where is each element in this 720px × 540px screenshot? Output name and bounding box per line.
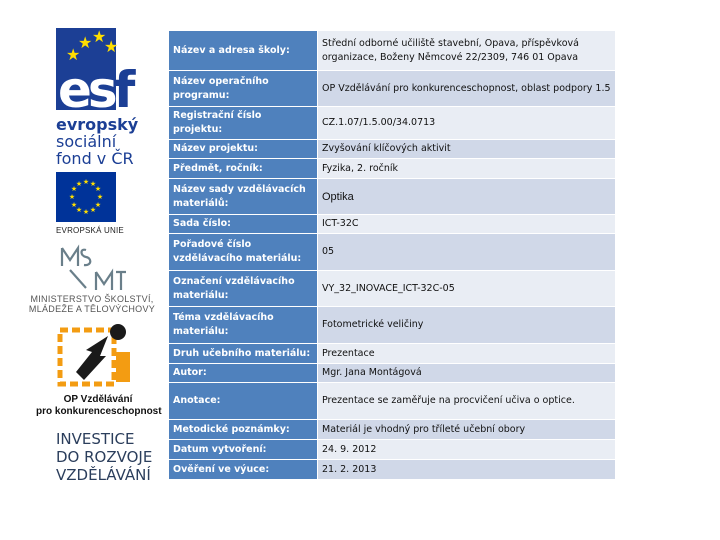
msmt-logo (22, 244, 162, 314)
esf-caption (56, 116, 140, 167)
project-info-table (168, 30, 616, 480)
svg-text:★: ★ (75, 180, 83, 188)
row-value: CZ.1.07/1.5.00/34.0713 (318, 107, 616, 140)
row-label: Datum vytvoření: (169, 440, 318, 460)
row-value: Prezentace se zaměřuje na procvičení učiva o optice. (318, 383, 616, 420)
table-row (169, 234, 616, 271)
investice-slogan (56, 430, 152, 484)
row-label: Autor: (169, 364, 318, 383)
table-row (169, 159, 616, 179)
msmt-mark-icon (56, 244, 126, 294)
table-row (169, 440, 616, 460)
table-row (169, 107, 616, 140)
row-label: Registrační číslo projektu: (169, 107, 318, 140)
eu-caption: EVROPSKÁ UNIE (56, 226, 124, 235)
row-value: Mgr. Jana Montágová (318, 364, 616, 383)
msmt-caption-line: MLÁDEŽE A TĚLOVÝCHOVY (28, 304, 156, 314)
table-row (169, 420, 616, 440)
table-row (169, 215, 616, 234)
row-label: Označení vzdělávacího materiálu: (169, 271, 318, 307)
eu-logo (56, 172, 124, 235)
table-row (169, 307, 616, 344)
esf-caption-line: evropský (56, 115, 139, 134)
logo-column (0, 0, 160, 540)
slogan-line: DO ROZVOJE (56, 448, 153, 466)
row-label: Ověření ve výuce: (169, 460, 318, 480)
row-label: Název sady vzdělávacích materiálů: (169, 179, 318, 215)
eu-flag-icon (56, 172, 116, 222)
msmt-caption-line: MINISTERSTVO ŠKOLSTVÍ, (30, 294, 154, 304)
row-label: Téma vzdělávacího materiálu: (169, 307, 318, 344)
table-row (169, 179, 616, 215)
op-caption-line: pro konkurenceschopnost (36, 406, 162, 417)
svg-text:★: ★ (75, 206, 83, 214)
esf-caption-line: sociální (56, 132, 117, 151)
row-value: Materiál je vhodný pro tříleté učební obory (318, 420, 616, 440)
esf-wordmark-f: f (113, 61, 132, 119)
row-label: Název a adresa školy: (169, 31, 318, 71)
op-caption-line: OP Vzdělávání (63, 394, 133, 405)
op-logo (36, 322, 160, 418)
esf-wordmark: esf (58, 61, 132, 119)
svg-text:★: ★ (70, 201, 78, 209)
svg-text:★: ★ (94, 185, 102, 193)
table-row (169, 271, 616, 307)
esf-flag-icon: ★ ★ ★ ★ esf (58, 29, 132, 119)
row-value: OP Vzdělávání pro konkurenceschopnost, oblast podpory 1.5 (318, 71, 616, 107)
table-row (169, 71, 616, 107)
row-label: Předmět, ročník: (169, 159, 318, 179)
row-value: ICT-32C (318, 215, 616, 234)
table-row (169, 140, 616, 159)
table-row (169, 383, 616, 420)
svg-text:★: ★ (82, 178, 90, 186)
table-row (169, 364, 616, 383)
row-label: Metodické poznámky: (169, 420, 318, 440)
svg-text:★: ★ (70, 185, 78, 193)
row-value: Střední odborné učiliště stavební, Opava, příspěvková organizace, Boženy Němcové 22/2309, 746 01 Opava (318, 31, 616, 71)
svg-text:★: ★ (68, 193, 76, 201)
row-label: Druh učebního materiálu: (169, 344, 318, 364)
svg-text:★: ★ (96, 193, 104, 201)
slogan-line: INVESTICE (56, 430, 135, 448)
row-value: Fotometrické veličiny (318, 307, 616, 344)
row-label: Pořadové číslo vzdělávacího materiálu: (169, 234, 318, 271)
row-label: Název operačního programu: (169, 71, 318, 107)
table-row (169, 344, 616, 364)
row-value: 05 (318, 234, 616, 271)
row-value: VY_32_INOVACE_ICT-32C-05 (318, 271, 616, 307)
row-label: Anotace: (169, 383, 318, 420)
row-value: Optika (318, 179, 616, 215)
row-label: Sada číslo: (169, 215, 318, 234)
svg-text:★: ★ (89, 180, 97, 188)
row-value: Prezentace (318, 344, 616, 364)
esf-logo (56, 28, 140, 167)
row-value: Zvyšování klíčových aktivit (318, 140, 616, 159)
op-mark-icon (56, 322, 136, 390)
svg-text:★: ★ (94, 201, 102, 209)
svg-text:★: ★ (89, 206, 97, 214)
table-row (169, 460, 616, 480)
op-caption (36, 394, 160, 418)
table-row (169, 31, 616, 71)
msmt-caption (22, 294, 162, 314)
esf-caption-line: fond v ČR (56, 149, 134, 168)
row-label: Název projektu: (169, 140, 318, 159)
svg-text:★: ★ (82, 208, 90, 216)
row-value: Fyzika, 2. ročník (318, 159, 616, 179)
row-value: 21. 2. 2013 (318, 460, 616, 480)
row-value: 24. 9. 2012 (318, 440, 616, 460)
slogan-line: VZDĚLÁVÁNÍ (56, 466, 151, 484)
